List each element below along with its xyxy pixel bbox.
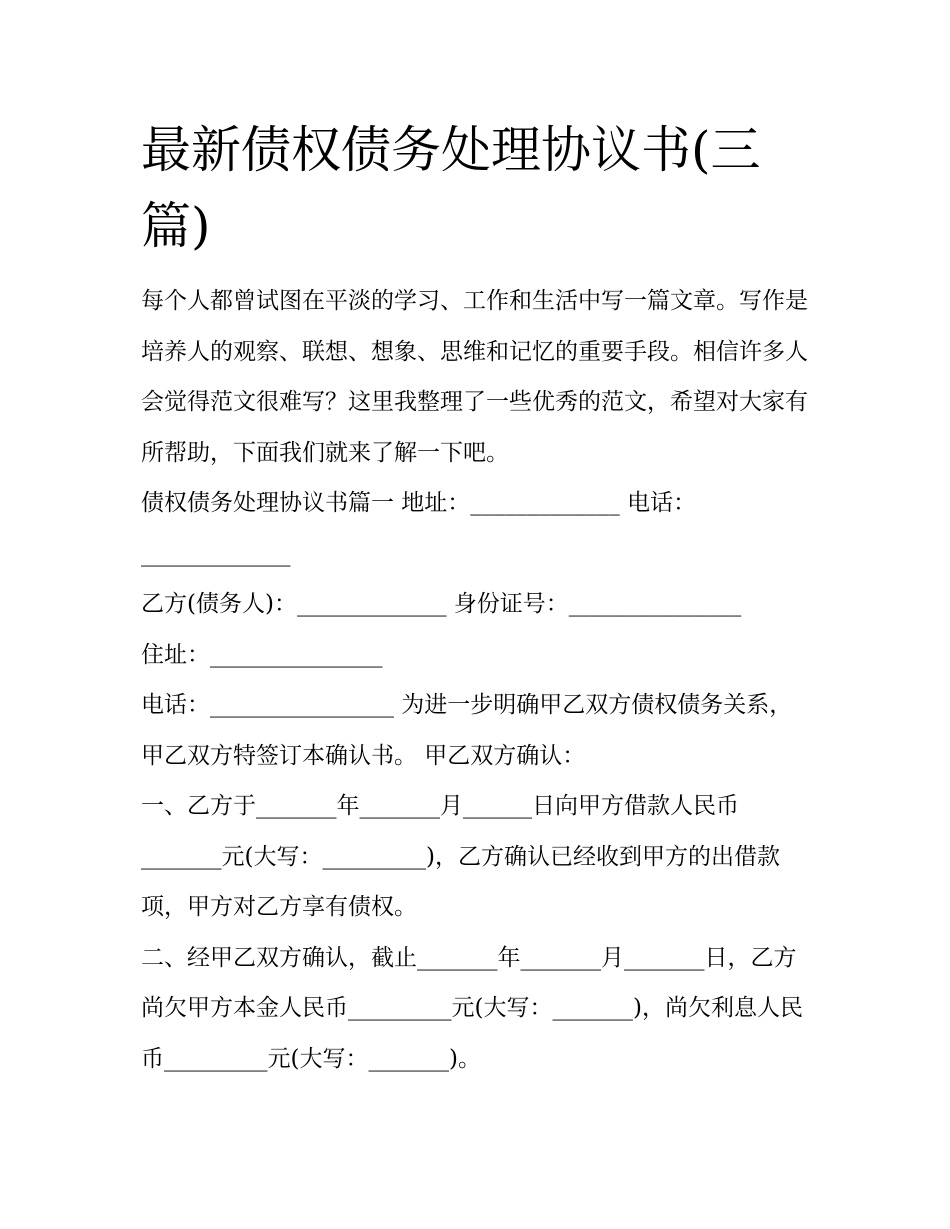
- document-body: [141, 276, 813, 1084]
- paragraph-residence: 住址：_______________: [141, 641, 383, 668]
- paragraph-clause-two: 二、经甲乙双方确认，截止_______年_______月_______日，乙方尚欠甲方本金人民币_________元(大写：_______)，尚欠利息人民币_________元(大写：_______)。: [141, 944, 803, 1072]
- paragraph-intro: 每个人都曾试图在平淡的学习、工作和生活中写一篇文章。写作是培养人的观察、联想、想象、思维和记忆的重要手段。相信许多人会觉得范文很难写？这里我整理了一些优秀的范文，希望对大家有所帮助，下面我们就来了解一下吧。: [141, 288, 808, 466]
- paragraph-phone-purpose: 电话：________________ 为进一步明确甲乙双方债权债务关系，甲乙双方特签订本确认书。 甲乙双方确认：: [141, 692, 793, 769]
- document-title: 最新债权债务处理协议书(三篇): [141, 121, 761, 255]
- paragraph-party-b-id: 乙方(债务人)：_____________ 身份证号：_______________: [141, 591, 742, 617]
- paragraph-clause-one: 一、乙方于_______年_______月______日向甲方借款人民币_______元(大写：_________)，乙方确认已经收到甲方的出借款项，甲方对乙方享有债权。: [141, 793, 780, 920]
- paragraph-address-phone: 债权债务处理协议书篇一 地址：_____________ 电话：_____________: [141, 490, 697, 567]
